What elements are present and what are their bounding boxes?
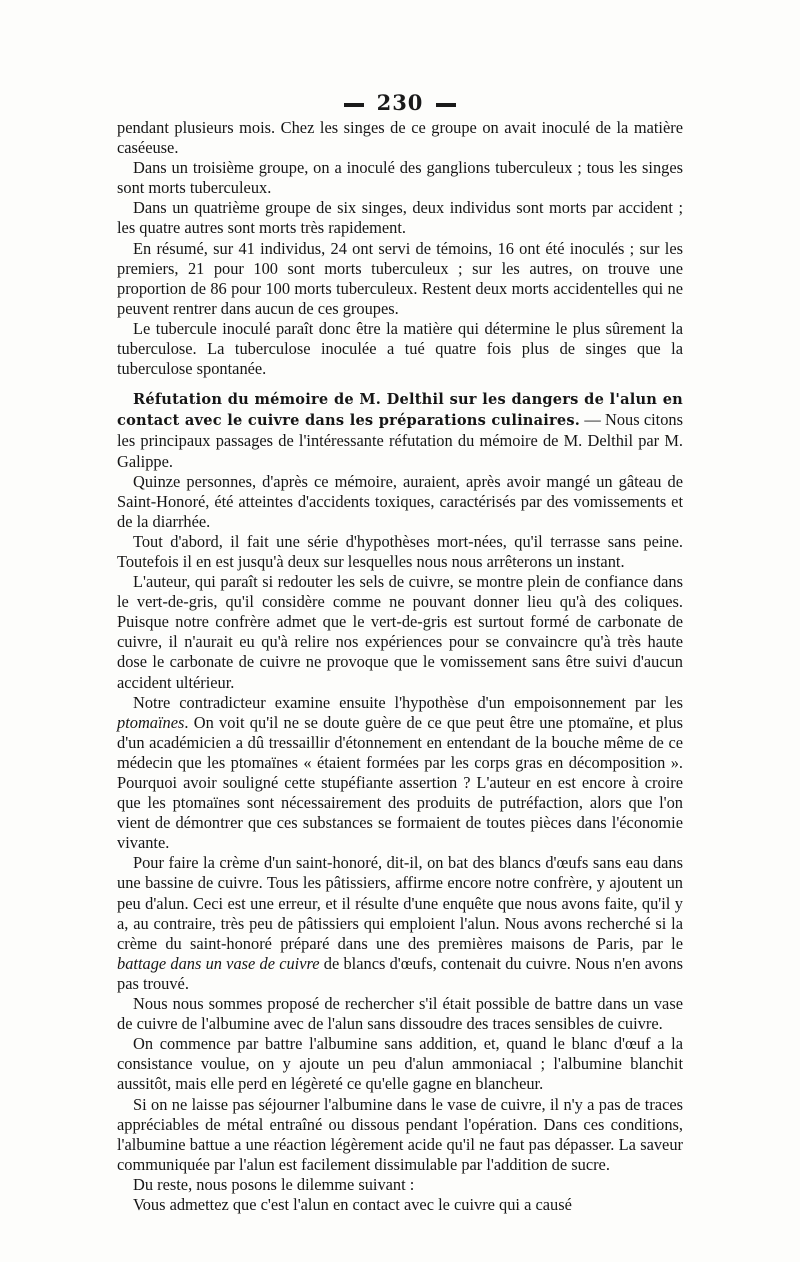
paragraph <box>117 693 683 854</box>
text-run: . On voit qu'il ne se doute guère de ce que peut être une ptomaïne, et plus d'un académicien a dû tressaillir d'étonnement en entendant de la bouche même de ce médecin que les ptomaïnes « étaient formées par les corps gras en décomposition ». Pourquoi avoir souligné cette stupéfiante assertion ? L'auteur en est encore à croire que les ptomaïnes sont nécessairement des produits de putréfaction, alors que l'on vient de démontrer que ces substances se formaient de toutes pièces dans l'économie vivante. <box>117 712 683 853</box>
paragraph: pendant plusieurs mois. Chez les singes de ce groupe on avait inoculé de la matière caséeuse. <box>117 118 683 158</box>
paragraph: Du reste, nous posons le dilemme suivant : <box>133 1174 415 1194</box>
paragraph: Tout d'abord, il fait une série d'hypothèses mort-nées, qu'il terrasse sans peine. Toutefois il en est jusqu'à deux sur lesquelles nous nous arrêterons un instant. <box>117 531 683 571</box>
italic-term: battage dans un vase de cuivre <box>117 953 320 973</box>
paragraph: On commence par battre l'albumine sans addition, et, quand le blanc d'œuf a la consistance voulue, on y ajoute un peu d'alun ammoniacal ; l'albumine blanchit aussitôt, mais elle perd en légèreté ce qu'elle gagne en blancheur. <box>117 1034 683 1094</box>
paragraph: Nous nous sommes proposé de rechercher s'il était possible de battre dans un vase de cuivre de l'albumine avec de l'alun sans dissoudre des traces sensibles de cuivre. <box>117 994 683 1034</box>
page-number: 230 <box>376 90 424 115</box>
page-header <box>0 90 800 115</box>
body-text <box>117 118 683 1215</box>
paragraph: L'auteur, qui paraît si redouter les sels de cuivre, se montre plein de confiance dans le vert-de-gris, qu'il considère comme ne pouvant donner lieu qu'à des coliques. Puisque notre confrère admet que le vert-de-gris est surtout formé de carbonate de cuivre, il n'aurait eu qu'à relire nos expériences pour se convaincre qu'à très haute dose le carbonate de cuivre ne provoque que le vomissement sans être suivi d'aucun accident ultérieur. <box>117 572 683 692</box>
text-run: Notre contradicteur examine ensuite l'hypothèse d'un empoisonnement par les <box>133 692 683 712</box>
paragraph: Dans un troisième groupe, on a inoculé des ganglions tuberculeux ; tous les singes sont morts tuberculeux. <box>117 158 683 198</box>
paragraph: Dans un quatrième groupe de six singes, deux individus sont morts par accident ; les quatre autres sont morts très rapidement. <box>117 198 683 238</box>
paragraph <box>117 853 683 994</box>
paragraph: Vous admettez que c'est l'alun en contact avec le cuivre qui a causé <box>133 1194 572 1214</box>
text-run: Pour faire la crème d'un saint-honoré, dit-il, on bat des blancs d'œufs sans eau dans une bassine de cuivre. Tous les pâtissiers, affirme encore notre confrère, y ajoutent un peu d'alun. Ceci est une erreur, et il résulte d'une enquête que nous avons faite, qu'il y a, au contraire, très peu de pâtissiers qui emploient l'alun. Nous avons recherché si la crème du saint-honoré préparé dans une des premières maisons de Paris, par le <box>117 853 683 953</box>
header-ornament-left <box>344 103 364 107</box>
paragraph: En résumé, sur 41 individus, 24 ont servi de témoins, 16 ont été inoculés ; sur les premiers, 21 pour 100 sont morts tuberculeux ; sur les autres, on trouve une proportion de 86 pour 100 morts tuberculeux. Restent deux morts accidentelles qui ne peuvent rentrer dans aucun de ces groupes. <box>117 238 683 318</box>
paragraph: Le tubercule inoculé paraît donc être la matière qui détermine le plus sûrement la tuberculose. La tuberculose inoculée a tué quatre fois plus de singes que la tuberculose spontanée. <box>117 318 683 379</box>
section-intro: — Nous citons les principaux passages de l'intéressante réfutation du mémoire de M. Delthil par M. Galippe. <box>117 410 683 471</box>
paragraph: Si on ne laisse pas séjourner l'albumine dans le vase de cuivre, il n'y a pas de traces appréciables de métal entraîné ou dissous pendant l'opération. Dans ces conditions, l'albumine battue a une réaction légèrement acide qu'il ne faut pas dépasser. La saveur communiquée par l'alun est facilement dissimulable par l'addition de sucre. <box>117 1094 683 1174</box>
section-paragraph <box>117 389 683 471</box>
header-ornament-right <box>436 103 456 107</box>
section-title: Réfutation du mémoire de M. Delthil sur les dangers de l'alun en contact avec le cuivre dans les préparations culinaires. <box>117 391 683 430</box>
italic-term: ptomaïnes <box>117 712 185 732</box>
text-run: de blancs d'œufs, contenait du cuivre. Nous n'en avons pas trouvé. <box>117 953 683 993</box>
paragraph: Quinze personnes, d'après ce mémoire, auraient, après avoir mangé un gâteau de Saint-Honoré, été atteintes d'accidents toxiques, caractérisés par des vomissements et de la diarrhée. <box>117 471 683 531</box>
